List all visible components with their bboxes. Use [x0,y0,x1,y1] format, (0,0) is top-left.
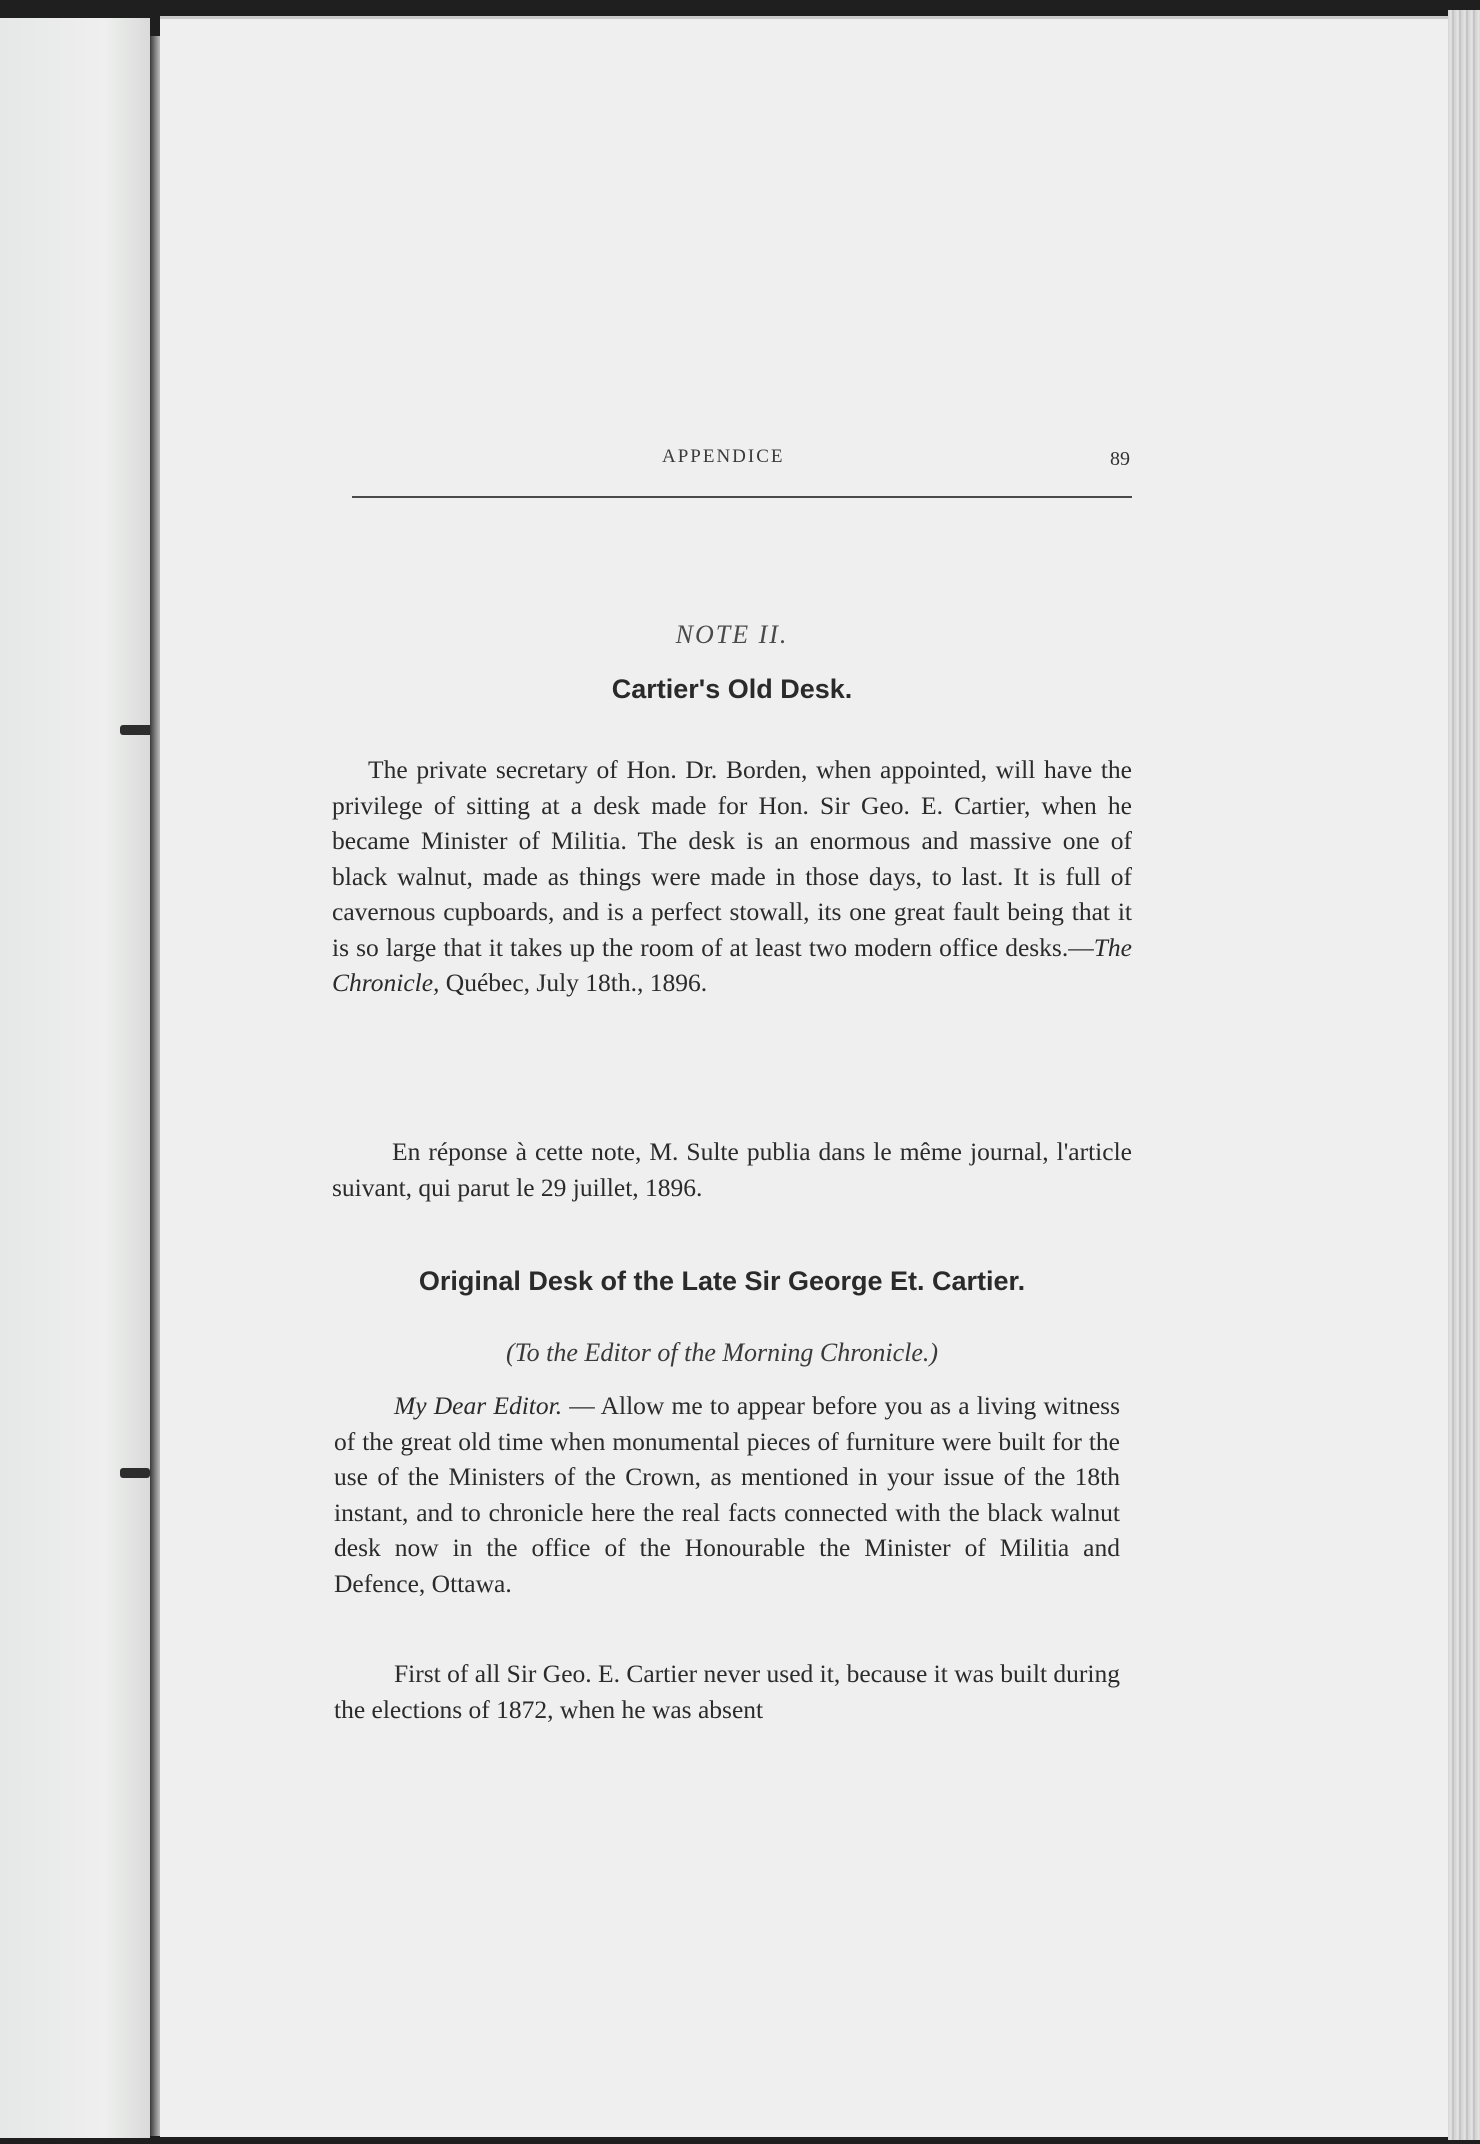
right-page [160,16,1450,2137]
article-text: — Allow me to appear before you as a living witness of the great old time when monumental pieces of furniture were built for the use of the Ministers of the Crown, as mentioned in your issue of the 18th instant, and to chronicle here the real facts connected with the black walnut desk now in the office of the Honourable the Minister of Militia and Defence, Ottawa. [334,1391,1120,1598]
source-title: The Chronicle, [332,932,1132,997]
running-header [352,444,1132,498]
left-page-edge [0,18,150,2138]
book-gutter [150,36,160,2136]
running-title: APPENDICE [662,446,785,467]
page-stack-edge [1448,10,1480,2140]
response-paragraph: En réponse à cette note, M. Sulte publia dans le même journal, l'article suivant, qui parut le 29 juillet, 1896. [332,1137,1132,1202]
section-heading: Cartier's Old Desk. [611,674,853,704]
page-number: 89 [1110,448,1130,470]
note-text: The private secretary of Hon. Dr. Borden, when appointed, will have the privilege of sitting at a desk made for Hon. Sir Geo. E. Cartier, when he became Minister of Militia. The desk is an enormous and massive one of black walnut, made as things were made in those days, to last. It is full of cavernous cupboards, and is a perfect stowall, its one great fault being that it is so large that it takes up the room of at least two modern office desks.— [332,755,1132,962]
binding-tab [120,1468,150,1478]
article-paragraph [334,1388,1120,1601]
source-date: Québec, July 18th., 1896. [439,968,708,997]
article-paragraph: First of all Sir Geo. E. Cartier never used it, because it was built during the elections of 1872, when he was absent [334,1659,1120,1724]
salutation: My Dear Editor. [394,1391,563,1420]
article-heading: Original Desk of the Late Sir George Et. Cartier. [418,1266,1026,1296]
binding-tab [120,725,154,735]
note-paragraph [332,752,1132,1001]
note-label: NOTE II. [675,620,789,649]
article-subtitle: (To the Editor of the Morning Chronicle.) [505,1338,939,1367]
